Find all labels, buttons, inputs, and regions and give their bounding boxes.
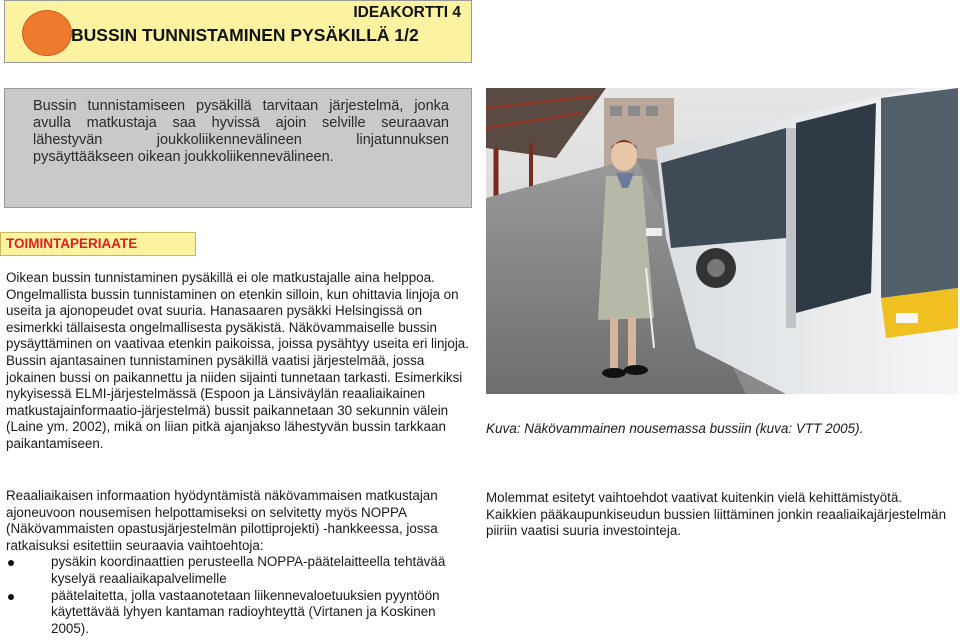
- intro-text: Bussin tunnistamiseen pysäkillä tarvitaan järjestelmä, jonka avulla matkustaja saa hyvissä ajoin selville seuraavan lähestyvän joukkoliikennevälineen linjatunnuksen pysäyttääkseen oikean joukkoliikennevälineen.: [33, 98, 449, 165]
- lower-paragraph: Reaaliaikaisen informaation hyödyntämistä näkövammaisen matkustajan ajoneuvoon nousemisen helpottamiseksi on selvitetty myös NOPPA (Näkövammaisten opastusjärjestelmän pilottiprojekti) -hankkeessa, jossa ratkaisuksi esitettiin seuraavia vaihtoehtoja:: [6, 488, 438, 553]
- body-paragraph: Oikean bussin tunnistaminen pysäkillä ei ole matkustajalle aina helppoa. Ongelmallista bussin tunnistaminen on etenkin silloin, kun ohittavia linjoja on useita ja ajonopeudet ovat suuria. Hanasaaren pysäkki Helsingissä on esimerkki tällaisesta ongelmallisesta pysäkistä. Näkövammaiselle bussin pysäyttäminen on vaativaa etenkin paikoissa, joissa pysähtyy useita eri linjoja. Bussin ajantasainen tunnistaminen pysäkillä vaatisi järjestelmää, jossa jokainen bussi on paikannettu ja niiden sijainti tunnetaan tarkasti. Esimerkiksi nykyisessä ELMI-järjestelmässä (Espoon ja Länsiväylän reaaliaikainen matkustajainformaatio-järjestelmä) bussit paikannetaan 30 sekunnin välein (Laine ym. 2002), mikä on liian pitkä ajanjakso lähestyvän bussin tarkkaan paikantamiseen.: [6, 270, 469, 451]
- card-title: BUSSIN TUNNISTAMINEN PYSÄKILLÄ 1/2: [71, 25, 419, 45]
- right-paragraph: Molemmat esitetyt vaihtoehdot vaativat kuitenkin vielä kehittämistyötä. Kaikkien pääkaupunkiseudun bussien liittäminen jonkin reaaliaikajärjestelmän piiriin vaatisi suuria investointeja.: [486, 490, 947, 539]
- bus-photo-illustration: [486, 88, 958, 394]
- idea-card-header: [4, 0, 472, 63]
- intro-box: [4, 88, 472, 208]
- list-item: päätelaitetta, jolla vastaanotetaan liikennevaloetuuksien pyyntöön käytettävää lyhyen kantaman radioyhteyttä (Virtanen ja Koskinen 2005).: [6, 588, 476, 638]
- bus-stop-photo: [486, 88, 958, 394]
- orange-circle-icon: [22, 10, 72, 56]
- body-text: [6, 270, 476, 453]
- card-number: IDEAKORTTI 4: [353, 4, 461, 21]
- lower-text: [6, 488, 476, 637]
- solution-list: [6, 554, 476, 637]
- list-item: pysäkin koordinaattien perusteella NOPPA-päätelaitteella tehtävää kyselyä reaaliaikapalvelimelle: [6, 554, 476, 587]
- section-label: TOIMINTAPERIAATE: [0, 232, 196, 256]
- right-text: [486, 490, 956, 540]
- photo-caption: Kuva: Näkövammainen nousemassa bussiin (kuva: VTT 2005).: [486, 421, 864, 436]
